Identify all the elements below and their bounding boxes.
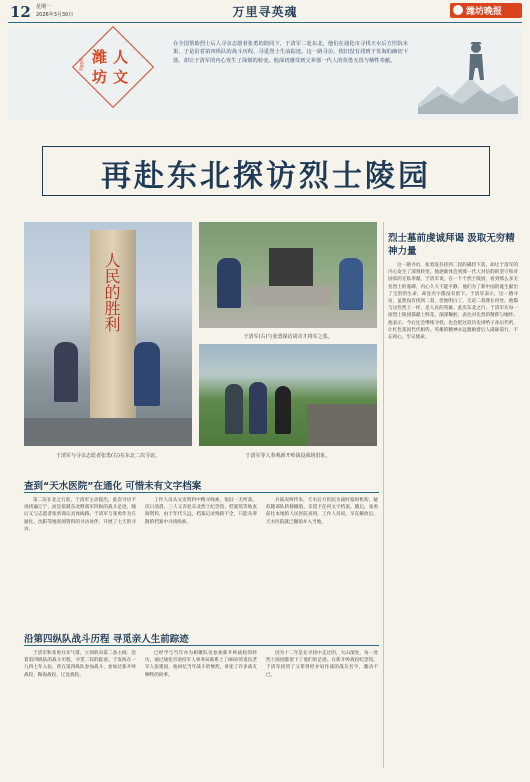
right-column-title-text: 烈士墓前虔诚拜谒 汲取无穷精神力量 bbox=[388, 233, 515, 257]
headline-box bbox=[42, 146, 490, 196]
paper-logo bbox=[450, 3, 522, 18]
section-2-col-2-text: 已经学与当年亦为相聚队员参加新开岭战役的经历，通过通化市退役军人事务局联系上了88岁的退伍老军人张建国，他回忆当年战斗的惨烈，讲述了许多战友牺牲的故事。 bbox=[145, 651, 257, 678]
headline: 再赴东北探访烈士陵园 bbox=[101, 159, 431, 194]
right-column-paragraph: 这一趟寻访，张勇没有找到二叔的确切下落，却让于清军的内心发生了深刻转变。他逐渐体会到那一代人对信仰的坚守和对国家的无私奉献。于清军说，在一个个烈士陵园，看到那么多无名烈士的墓碑，内心久久不能平静。他们为了新中国的诞生献出了宝贵的生命，却连名字都没有留下。于清军表示，这一趟寻访，虽然没有找到二叔，但他明白了，无论二叔葬在何处，他都与这些烈士一样，是人民的英雄。此次东北之行，于清军在每一座烈士陵园都献上鲜花，深深鞠躬，表达对先烈的敬仰与缅怀。他表示，今后还会继续寻找，也会把这段历史讲给子孙后代听，让红色基因代代相传。英雄的精神永远激励着后人砥砺前行，不忘初心，牢记使命。 bbox=[388, 263, 518, 341]
section-2-title: 沿第四纵队战斗历程 寻觅亲人生前踪迹 bbox=[24, 634, 189, 645]
section-title: 万里寻英魂 bbox=[232, 5, 298, 19]
header-rule bbox=[8, 22, 522, 23]
right-column-text bbox=[388, 262, 518, 768]
photo-1-caption: 于清军与寻亲志愿者张勇(右)在东北二次寻访。 bbox=[56, 453, 160, 459]
column-badge bbox=[79, 38, 140, 94]
photo-tomb-visit bbox=[199, 222, 377, 328]
photo-3-caption: 于清军等人参观新开岭战役战场旧址。 bbox=[245, 453, 331, 459]
section-1-col-3 bbox=[266, 497, 378, 617]
column-divider bbox=[383, 222, 384, 768]
section-2-col-3-text: 因为十二年是在寻找中走过的，大山深处，每一处烈士陵园都留下了他们的足迹。在新开岭战役纪念馆，于清军找到了父辈曾经并肩作战的战友名字，激动不已。 bbox=[266, 651, 378, 678]
badge-line1: 潍人 bbox=[92, 48, 135, 66]
section-1-title: 查到“天水医院”在通化 可惜未有文字档案 bbox=[24, 481, 202, 492]
intro-text bbox=[173, 40, 408, 100]
photo-2-caption: 于清军(右)与张勇探访胡奇才将军之墓。 bbox=[243, 334, 333, 340]
section-1-rule bbox=[24, 492, 379, 493]
section-2-col-3 bbox=[266, 650, 378, 768]
section-2-rule bbox=[24, 645, 379, 646]
section-1-col-3-text: 兵战况两传来，天水后方医院为战时临时机构，疑似随部队转移撤销，未留下任何文字档案。随后，张勇前往本地的人民医院查询，工作人员说，早在解放后，天水医院就已撤销并入当地。 bbox=[266, 498, 378, 525]
page-header bbox=[0, 0, 530, 22]
badge-side: 第88期 bbox=[79, 58, 84, 72]
page-number: 12 bbox=[10, 3, 31, 21]
section-2-col-2 bbox=[145, 650, 257, 768]
soldier-silhouette-icon bbox=[418, 34, 518, 114]
intro-text-content: 在全国帮助烈士后人寻亲志愿者张勇的陪同下，于清军二赴东北，他们在通化市寻找天水后方医院未果，于是沿着第四纵队的战斗历程，寻觅烈士生前踪迹。这一路寻访，依旧没有找到于发海的确切下落，却让于清军的内心发生了深刻的转变。他深切感受到父辈那一代人的英勇无畏与牺牲奉献。 bbox=[173, 41, 408, 64]
logo-icon bbox=[453, 5, 463, 15]
photo-monument bbox=[24, 222, 192, 446]
paper-name: 潍坊晚报 bbox=[466, 7, 503, 17]
photo-battlefield bbox=[199, 344, 377, 446]
section-1-col-1 bbox=[24, 497, 136, 617]
section-2-col-1 bbox=[24, 650, 136, 768]
date: 2026年3月30日 bbox=[36, 12, 74, 18]
weekday: 星期一 bbox=[36, 4, 52, 10]
section-2-col-1-text: 于清军和张勇并未气馁，立刻转向第二条主线：沿着第四纵队的战斗历程，寻觅二叔的踪迹。于发海在一九四七年入伍，曾在第四纵队参加战斗，参加过新开岭战役、鞍海战役、辽沈战役。 bbox=[24, 651, 136, 678]
section-1-col-2 bbox=[145, 497, 257, 617]
right-column-title bbox=[388, 232, 518, 258]
section-1-col-1-text: 第二次在北之行前，于清军主动提出，此次寻访不再找遍辽宁，而是依循东北野战军四纵的战斗足迹，随后又与志愿者张勇商议具体线路。于清军与张勇作为在通化、沈阳等地查阅资料的寻访伙伴，开展了七天的寻访。 bbox=[24, 498, 136, 532]
monument-text: 人民的胜利 bbox=[102, 252, 121, 332]
intro-band bbox=[8, 28, 522, 120]
badge-line2: 坊文 bbox=[92, 68, 135, 86]
section-1-col-2-text: 工作人员从文史资料中搜寻线索，依旧一无所获。次日清晨，三人又奔赴东北烈士纪念馆、档案馆等地查阅资料，由于年代久远，档案记录残缺不全，只能从零散的档案中寻找线索。 bbox=[145, 498, 257, 525]
